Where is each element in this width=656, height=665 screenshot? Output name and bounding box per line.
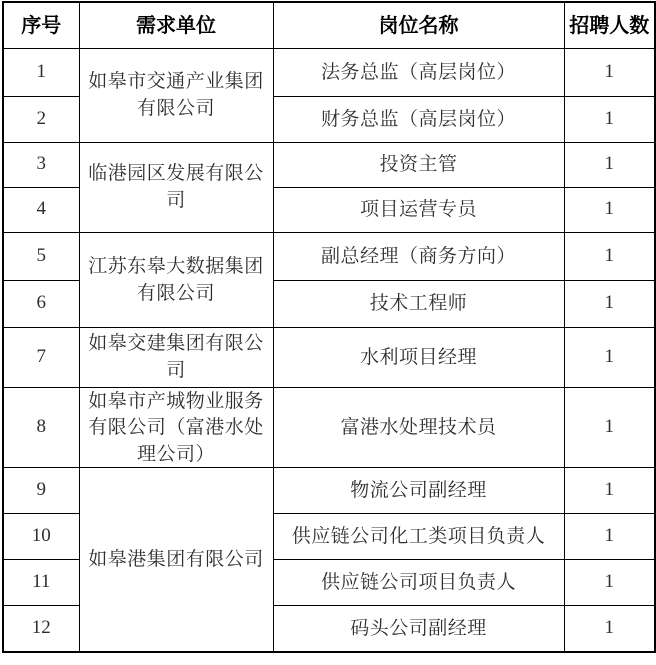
- unit-cell: 临港园区发展有限公司: [79, 142, 273, 232]
- header-row: [3, 2, 655, 48]
- header-position: 岗位名称: [273, 2, 564, 48]
- position-cell: 投资主管: [273, 142, 564, 187]
- header-seq: 序号: [3, 2, 79, 48]
- position-cell: 物流公司副经理: [273, 468, 564, 514]
- header-count: 招聘人数: [564, 2, 655, 48]
- table-row: [3, 387, 655, 468]
- count-cell: 1: [564, 232, 655, 280]
- count-cell: 1: [564, 142, 655, 187]
- table-row: [3, 468, 655, 514]
- count-cell: 1: [564, 468, 655, 514]
- position-cell: 技术工程师: [273, 280, 564, 327]
- position-cell: 项目运营专员: [273, 187, 564, 232]
- unit-cell: 如皋港集团有限公司: [79, 468, 273, 652]
- seq-cell: 3: [3, 142, 79, 187]
- unit-cell: 如皋交建集团有限公司: [79, 327, 273, 387]
- seq-cell: 8: [3, 387, 79, 468]
- seq-cell: 9: [3, 468, 79, 514]
- count-cell: 1: [564, 96, 655, 142]
- header-unit: 需求单位: [79, 2, 273, 48]
- unit-cell: 如皋市交通产业集团有限公司: [79, 48, 273, 142]
- table-row: [3, 48, 655, 96]
- unit-cell: 江苏东皋大数据集团有限公司: [79, 232, 273, 327]
- position-cell: 副总经理（商务方向）: [273, 232, 564, 280]
- table-row: [3, 232, 655, 280]
- seq-cell: 5: [3, 232, 79, 280]
- count-cell: 1: [564, 280, 655, 327]
- count-cell: 1: [564, 560, 655, 606]
- seq-cell: 12: [3, 606, 79, 652]
- position-cell: 法务总监（高层岗位）: [273, 48, 564, 96]
- position-cell: 供应链公司化工类项目负责人: [273, 514, 564, 560]
- count-cell: 1: [564, 606, 655, 652]
- position-cell: 水利项目经理: [273, 327, 564, 387]
- seq-cell: 7: [3, 327, 79, 387]
- seq-cell: 11: [3, 560, 79, 606]
- position-cell: 富港水处理技术员: [273, 387, 564, 468]
- table-row: [3, 327, 655, 387]
- count-cell: 1: [564, 48, 655, 96]
- recruitment-table: [2, 1, 656, 653]
- count-cell: 1: [564, 187, 655, 232]
- seq-cell: 2: [3, 96, 79, 142]
- seq-cell: 6: [3, 280, 79, 327]
- seq-cell: 10: [3, 514, 79, 560]
- count-cell: 1: [564, 514, 655, 560]
- unit-cell: 如皋市产城物业服务有限公司（富港水处理公司）: [79, 387, 273, 468]
- seq-cell: 4: [3, 187, 79, 232]
- count-cell: 1: [564, 327, 655, 387]
- seq-cell: 1: [3, 48, 79, 96]
- count-cell: 1: [564, 387, 655, 468]
- position-cell: 供应链公司项目负责人: [273, 560, 564, 606]
- position-cell: 财务总监（高层岗位）: [273, 96, 564, 142]
- position-cell: 码头公司副经理: [273, 606, 564, 652]
- table-row: [3, 142, 655, 187]
